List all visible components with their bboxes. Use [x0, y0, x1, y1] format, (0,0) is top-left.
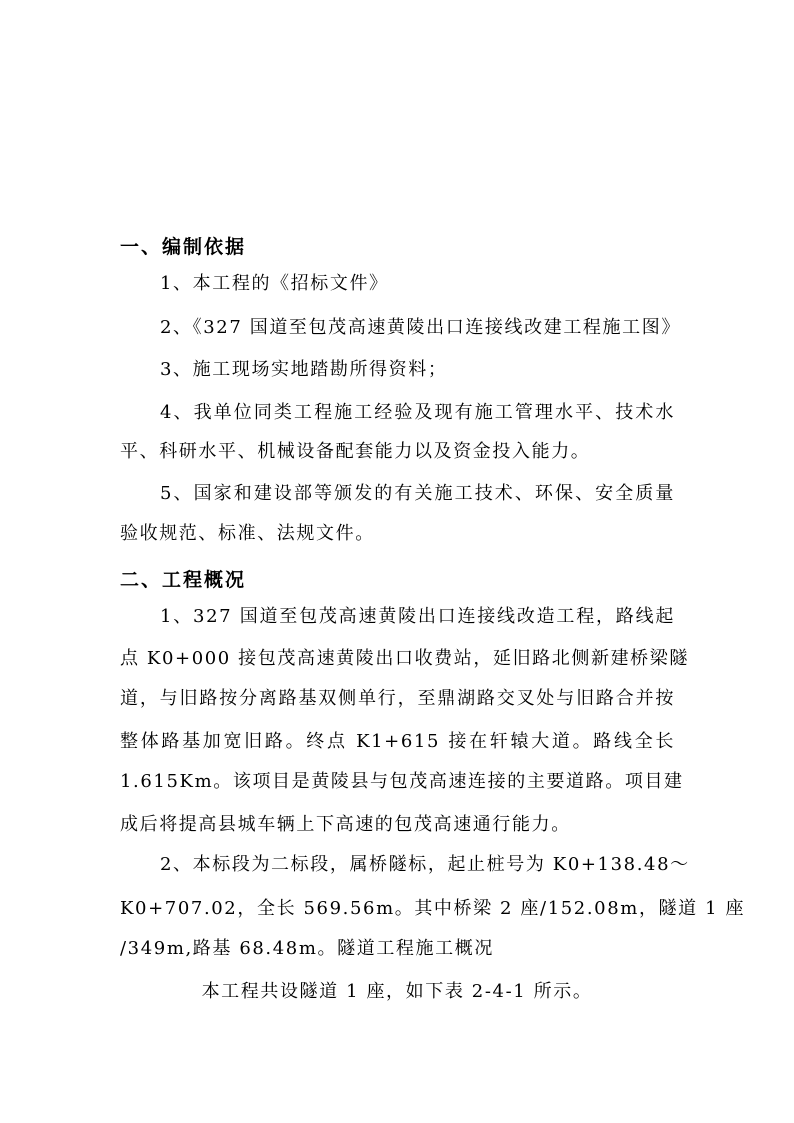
basis-item-5-line-1: 5、国家和建设部等颁发的有关施工技术、环保、安全质量	[160, 483, 675, 504]
basis-item-3: 3、施工现场实地踏勘所得资料；	[160, 359, 448, 380]
basis-item-2: 2、《327 国道至包茂高速黄陵出口连接线改建工程施工图》	[160, 317, 681, 338]
overview-para-1-line-5: 1.615Km。该项目是黄陵县与包茂高速连接的主要道路。项目建	[120, 771, 684, 792]
basis-item-4-line-1: 4、我单位同类工程施工经验及现有施工管理水平、技术水	[160, 402, 675, 423]
overview-para-1-line-1: 1、327 国道至包茂高速黄陵出口连接线改造工程，路线起	[160, 606, 675, 627]
table-reference-note: 本工程共设隧道 1 座，如下表 2-4-1 所示。	[201, 981, 593, 1002]
section-heading-project-overview: 二、工程概况	[120, 569, 247, 591]
overview-para-1-line-3: 道，与旧路按分离路基双侧单行，至鼎湖路交叉处与旧路合并按	[120, 688, 675, 709]
basis-item-1: 1、本工程的《招标文件》	[160, 273, 389, 294]
basis-item-4-line-2: 平、科研水平、机械设备配套能力以及资金投入能力。	[120, 441, 591, 462]
overview-para-1-line-6: 成后将提高县城车辆上下高速的包茂高速通行能力。	[120, 814, 571, 835]
overview-para-2-line-3: /349m,路基 68.48m。隧道工程施工概况	[120, 938, 494, 959]
overview-para-2-line-2: K0+707.02，全长 569.56m。其中桥梁 2 座/152.08m，隧道 1 座	[120, 898, 746, 919]
overview-para-2-line-1: 2、本标段为二标段，属桥隧标，起止桩号为 K0+138.48～	[160, 854, 690, 875]
section-heading-compilation-basis: 一、编制依据	[120, 236, 247, 258]
overview-para-1-line-4: 整体路基加宽旧路。终点 K1+615 接在轩辕大道。路线全长	[120, 731, 675, 752]
overview-para-1-line-2: 点 K0+000 接包茂高速黄陵出口收费站，延旧路北侧新建桥梁隧	[120, 648, 689, 669]
basis-item-5-line-2: 验收规范、标准、法规文件。	[120, 523, 375, 544]
